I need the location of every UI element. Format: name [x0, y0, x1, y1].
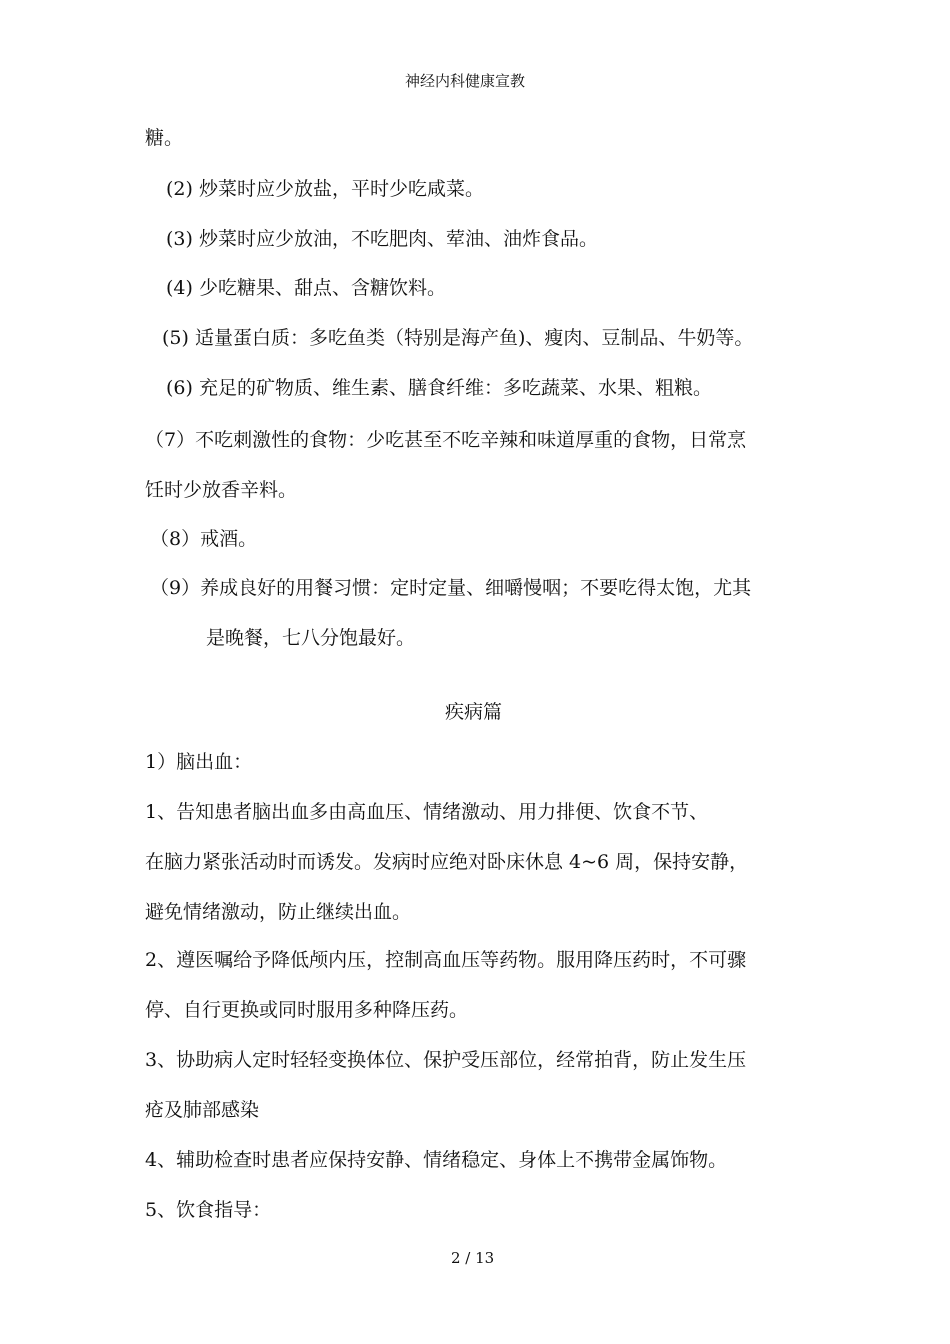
paragraph-1-line-3: 避免情绪激动，防止继续出血。 — [145, 901, 412, 923]
paragraph-4: 4、辅助检查时患者应保持安静、情绪稳定、身体上不携带金属饰物。 — [145, 1149, 728, 1171]
diet-item-6: (6) 充足的矿物质、维生素、膳食纤维：多吃蔬菜、水果、粗粮。 — [166, 377, 712, 399]
paragraph-2-line-2: 停、自行更换或同时服用多种降压药。 — [145, 999, 469, 1021]
diet-item-5: (5) 适量蛋白质：多吃鱼类（特别是海产鱼)、瘦肉、豆制品、牛奶等。 — [162, 327, 754, 349]
paragraph-3-line-2: 疮及肺部感染 — [145, 1099, 260, 1121]
diet-item-2: (2) 炒菜时应少放盐，平时少吃咸菜。 — [166, 178, 484, 200]
diet-item-3: (3) 炒菜时应少放油，不吃肥肉、荤油、油炸食品。 — [166, 228, 598, 250]
section-subtitle: 1）脑出血： — [145, 751, 253, 773]
page-header: 神经内科健康宣教 — [405, 72, 526, 90]
diet-item-8: （8）戒酒。 — [150, 528, 258, 550]
page-number: 2 / 13 — [451, 1249, 495, 1267]
paragraph-5: 5、饮食指导： — [145, 1199, 272, 1221]
diet-item-7-line-2: 饪时少放香辛料。 — [145, 479, 298, 501]
paragraph-3-line-1: 3、协助病人定时轻轻变换体位、保护受压部位，经常拍背，防止发生压 — [145, 1049, 747, 1071]
diet-item-9-line-1: （9）养成良好的用餐习惯：定时定量、细嚼慢咽；不要吃得太饱，尤其 — [150, 577, 752, 599]
paragraph-1-line-1: 1、告知患者脑出血多由高血压、情绪激动、用力排便、饮食不节、 — [145, 801, 709, 823]
diet-continuation: 糖。 — [145, 127, 184, 149]
diet-item-4: (4) 少吃糖果、甜点、含糖饮料。 — [166, 277, 446, 299]
section-title: 疾病篇 — [445, 701, 503, 723]
diet-item-7-line-1: （7）不吃刺激性的食物：少吃甚至不吃辛辣和味道厚重的食物，日常烹 — [145, 429, 747, 451]
paragraph-1-line-2: 在脑力紧张活动时而诱发。发病时应绝对卧床休息 4~6 周，保持安静， — [145, 851, 749, 873]
paragraph-2-line-1: 2、遵医嘱给予降低颅内压，控制高血压等药物。服用降压药时，不可骤 — [145, 949, 747, 971]
diet-item-9-line-2: 是晚餐，七八分饱最好。 — [206, 627, 416, 649]
